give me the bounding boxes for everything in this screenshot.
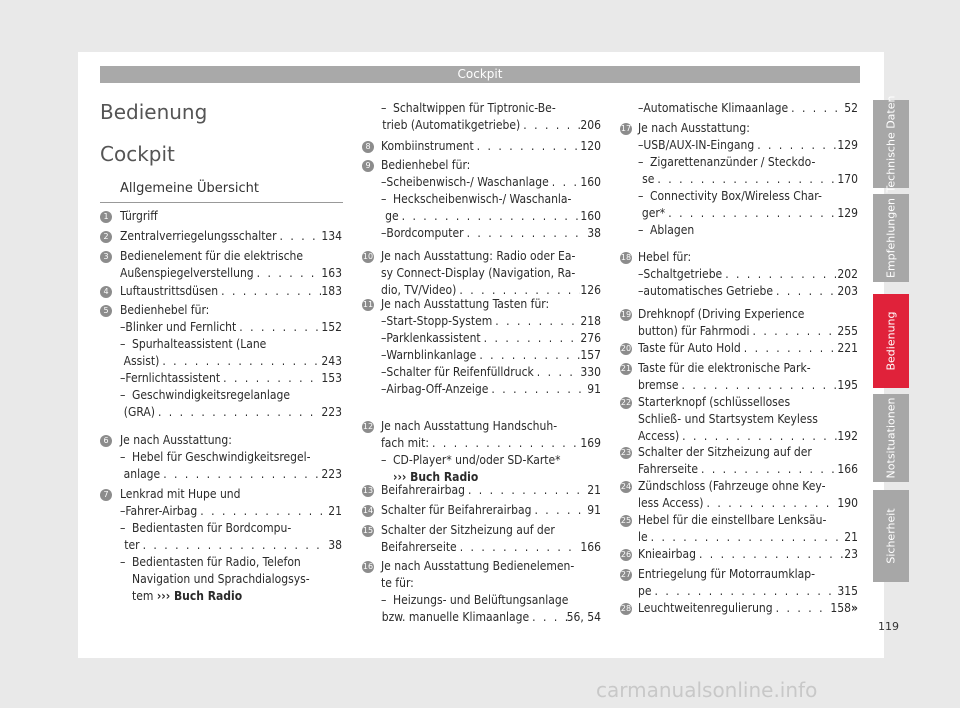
callout-badge-16: 16 [362,562,374,571]
callout-badge-13: 13 [362,486,374,495]
callout-badge-21: 21 [620,364,632,373]
side-tab-notsituationen[interactable]: Notsituationen [873,394,909,482]
callout-badge-27: 27 [620,570,632,579]
watermark: carmanualsonline.info [596,678,818,702]
callout-badge-5: 5 [100,305,112,317]
index-entry-16-cont: – Automatische Klimaanlage . . . 52 [638,100,858,117]
index-entry-14: Schalter für Beifahrerairbag . . . 91 [381,502,601,519]
callout-badge-23: 23 [620,448,632,457]
index-entry-7: Lenkrad mit Hupe und – Fahrer-Airbag . . . 21 – Bedientasten für Bordcompu- ter . . . 38 – Bedientasten für Radio, Telefon Navigation und Sprachdialogsys- tem ››› Buch Radio [120,486,342,605]
callout-badge-14: 14 [362,506,374,515]
index-entry-27: Entriegelung für Motorraumklap- pe . . . 315 [638,566,858,600]
side-tab-bedienung[interactable]: Bedienung [873,294,909,388]
page-title: Bedienung [100,100,208,124]
index-entry-28: Leuchtweitenregulierung . . . 158 » [638,600,858,617]
callout-badge-1: 1 [100,211,112,223]
callout-badge-19: 19 [620,310,632,319]
index-entry-8: Kombiinstrument . . . 120 [381,138,601,155]
index-entry-15: Schalter der Sitzheizung auf der Beifahrerseite . . . 166 [381,522,601,556]
index-entry-23: Schalter der Sitzheizung auf der Fahrerseite . . . 166 [638,444,858,478]
index-entry-4: Luftaustrittsdüsen . . . 183 [120,283,342,300]
index-entry-17: Je nach Ausstattung: – USB/AUX-IN-Eingang . . . 129 – Zigarettenanzünder / Steckdo- se . . . 170 – Connectivity Box/Wireless Char- ger* . . . 129 – Ablagen [638,120,858,239]
chapter-header: Cockpit [100,66,860,83]
index-entry-22: Starterknopf (schlüsselloses Schließ- und Startsystem Keyless Access) . . . 192 [638,394,858,445]
page-number: 119 [878,620,899,633]
continue-arrow-icon: » [851,601,858,615]
callout-badge-3: 3 [100,251,112,263]
callout-badge-7: 7 [100,489,112,501]
callout-badge-11: 11 [362,300,374,309]
index-entry-2: Zentralverriegelungsschalter . . . 134 [120,228,342,245]
callout-badge-20: 20 [620,344,632,353]
callout-badge-4: 4 [100,286,112,298]
index-entry-10: Je nach Ausstattung: Radio oder Ea- sy Connect-Display (Navigation, Ra- dio, TV/Video) . . . 126 [381,248,601,299]
callout-badge-22: 22 [620,398,632,407]
index-entry-19: Drehknopf (Driving Experience button) für Fahrmodi . . . 255 [638,306,858,340]
index-entry-3: Bedienelement für die elektrische Außenspiegelverstellung . . . 163 [120,248,342,282]
index-entry-6: Je nach Ausstattung: – Hebel für Geschwindigkeitsregel- anlage . . . 223 [120,432,342,483]
index-entry-26: Knieairbag . . . 23 [638,546,858,563]
callout-badge-17: 17 [620,124,632,133]
callout-badge-15: 15 [362,526,374,535]
index-entry-18: Hebel für: – Schaltgetriebe . . . 202 – automatisches Getriebe . . . 203 [638,249,858,300]
side-tab-empfehlungen[interactable]: Empfehlungen [873,194,909,282]
callout-badge-10: 10 [362,252,374,261]
index-entry-7-cont: – Schaltwippen für Tiptronic-Be- trieb (Automatikgetriebe) . . . 206 [381,100,601,134]
callout-badge-18: 18 [620,253,632,262]
callout-badge-2: 2 [100,231,112,243]
index-entry-12: Je nach Ausstattung Handschuh- fach mit: . . . 169 – CD-Player* und/oder SD-Karte* ››› Buch Radio [381,418,601,486]
index-entry-20: Taste für Auto Hold . . . 221 [638,340,858,357]
index-entry-24: Zündschloss (Fahrzeuge ohne Key- less Access) . . . 190 [638,478,858,512]
callout-badge-25: 25 [620,516,632,525]
index-entry-11: Je nach Ausstattung Tasten für: – Start-Stopp-System . . . 218 – Parklenkassistent . . . 276 – Warnblinkanlage . . . 157 – Schalter für Reifenfülldruck . . . 330 – Airbag-Off-Anzeige . . . 91 [381,296,601,398]
page-subtitle: Cockpit [100,142,175,166]
index-entry-5: Bedienhebel für: – Blinker und Fernlicht . . . 152 – Spurhalteassistent (Lane Assist) . . . 243 – Fernlichtassistent . . . 153 – Geschwindigkeitsregelanlage (GRA) . . . 223 [120,302,342,421]
callout-badge-12: 12 [362,422,374,431]
callout-badge-28: 28 [620,604,632,613]
callout-badge-9: 9 [362,160,374,172]
index-entry-9: Bedienhebel für: – Scheibenwisch-/ Waschanlage . . . 160 – Heckscheibenwisch-/ Waschanla- ge . . . 160 – Bordcomputer . . . 38 [381,157,601,242]
callout-badge-26: 26 [620,550,632,559]
section-divider [100,202,343,203]
index-entry-21: Taste für die elektronische Park- bremse . . . 195 [638,360,858,394]
index-entry-13: Beifahrerairbag . . . 21 [381,482,601,499]
index-entry-1: Türgriff [120,209,158,223]
side-tab-sicherheit[interactable]: Sicherheit [873,490,909,582]
callout-badge-6: 6 [100,435,112,447]
cross-reference[interactable]: ››› Buch Radio [156,589,243,603]
section-heading: Allgemeine Übersicht [120,181,259,196]
callout-badge-8: 8 [362,141,374,153]
side-tab-technische-daten[interactable]: Technische Daten [873,100,909,188]
index-entry-16: Je nach Ausstattung Bedienelemen- te für: – Heizungs- und Belüftungsanlage bzw. manuelle Klimaanlage . . . 56, 54 [381,558,601,626]
index-entry-25: Hebel für die einstellbare Lenksäu- le . . . 21 [638,512,858,546]
callout-badge-24: 24 [620,482,632,491]
cross-reference[interactable]: ››› Buch Radio [393,470,479,484]
